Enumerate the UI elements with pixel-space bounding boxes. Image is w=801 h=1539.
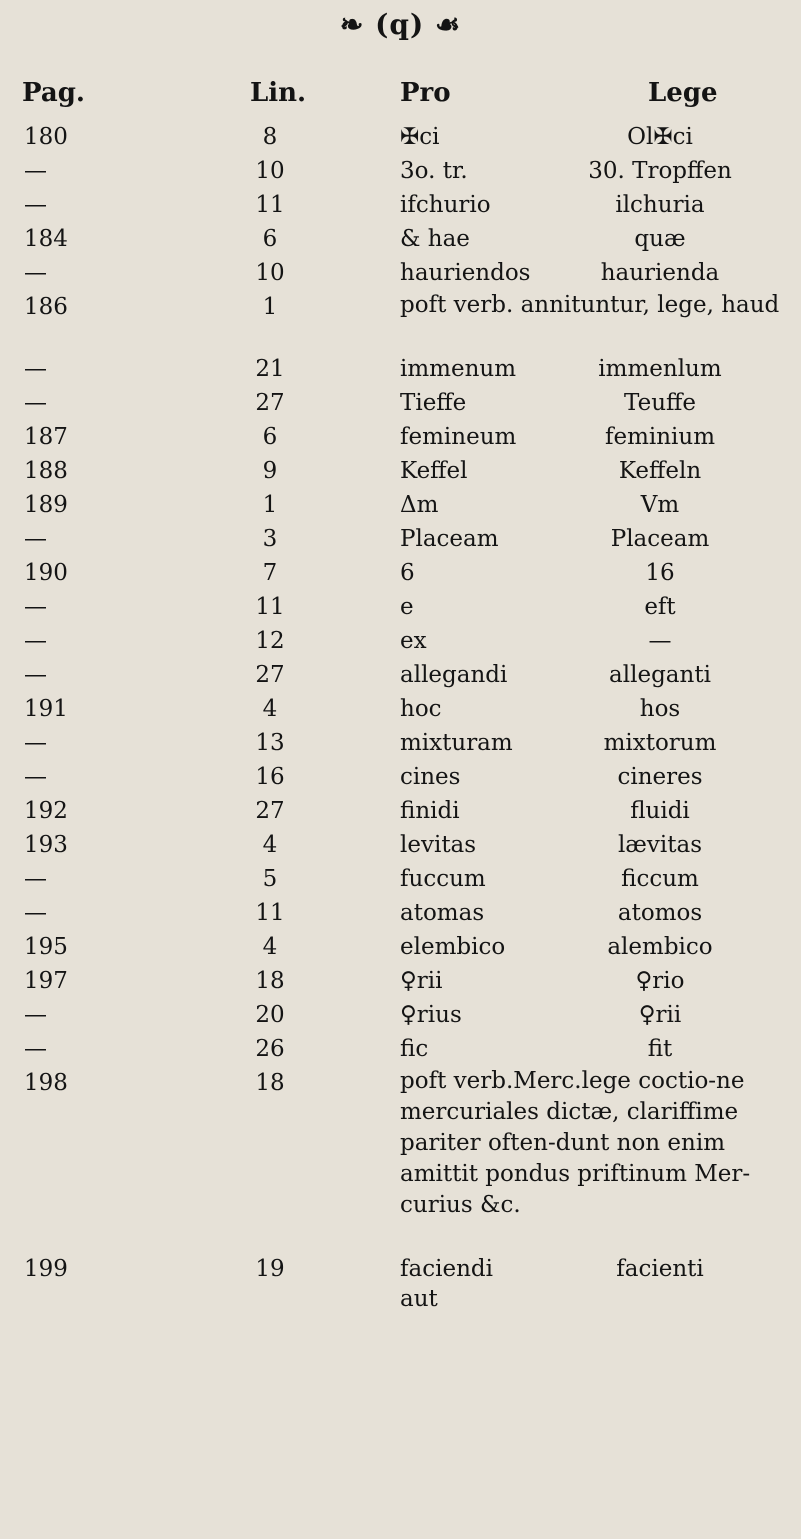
table-row bbox=[0, 154, 801, 188]
column-headers bbox=[0, 78, 801, 118]
table-row bbox=[0, 352, 801, 386]
cell-pag: 186 bbox=[24, 294, 68, 320]
cell-pag: — bbox=[24, 158, 47, 184]
cell-pag: — bbox=[24, 662, 47, 688]
cell-lin: 18 bbox=[255, 968, 285, 994]
cell-pag: — bbox=[24, 764, 47, 790]
cell-lege: Teuffe bbox=[624, 390, 696, 416]
table-row bbox=[0, 964, 801, 998]
column-header-pag: Pag. bbox=[22, 78, 85, 108]
table-row bbox=[0, 454, 801, 488]
cell-pag: — bbox=[24, 356, 47, 382]
cell-pag: 193 bbox=[24, 832, 68, 858]
cell-pro: levitas bbox=[400, 832, 477, 858]
cell-lin: 7 bbox=[262, 560, 278, 586]
cell-pag: — bbox=[24, 192, 47, 218]
cell-pag: 195 bbox=[24, 934, 68, 960]
cell-lege: Keffeln bbox=[618, 458, 702, 484]
cell-pag: — bbox=[24, 526, 47, 552]
cell-lin: 12 bbox=[255, 628, 285, 654]
cell-pag: 180 bbox=[24, 124, 68, 150]
table-row bbox=[0, 624, 801, 658]
cell-lege: Vm bbox=[640, 492, 680, 518]
table-row bbox=[0, 794, 801, 828]
table-row bbox=[0, 386, 801, 420]
cell-pro: cines bbox=[400, 764, 461, 790]
cell-pro: finidi bbox=[400, 798, 460, 824]
cell-lin: 20 bbox=[255, 1002, 285, 1028]
cell-lege: fit bbox=[647, 1036, 673, 1062]
cell-pro: ex bbox=[400, 628, 427, 654]
cell-pro: ifchurio bbox=[400, 192, 491, 218]
cell-pro: ✠ci bbox=[400, 124, 440, 150]
ornament-right-icon: ☙ bbox=[434, 8, 462, 41]
cell-lin: 27 bbox=[255, 390, 285, 416]
cell-lege: facienti bbox=[616, 1256, 704, 1282]
cell-pag: — bbox=[24, 900, 47, 926]
cell-pag: 190 bbox=[24, 560, 68, 586]
table-row bbox=[0, 692, 801, 726]
cell-lege: ficcum bbox=[621, 866, 699, 892]
cell-lin: 4 bbox=[262, 832, 278, 858]
table-row bbox=[0, 896, 801, 930]
cell-lin: 11 bbox=[255, 192, 285, 218]
cell-pag: — bbox=[24, 260, 47, 286]
cell-lin: 9 bbox=[262, 458, 278, 484]
cell-lege: haurienda bbox=[600, 260, 720, 286]
cell-note: poft verb. annituntur, lege, haud bbox=[400, 292, 780, 318]
cell-lin: 6 bbox=[262, 226, 278, 252]
cell-lin: 1 bbox=[262, 294, 278, 320]
cell-lin: 19 bbox=[255, 1256, 285, 1282]
table-row bbox=[0, 828, 801, 862]
cell-pro: ♀rius bbox=[400, 1002, 462, 1028]
column-header-pro: Pro bbox=[400, 78, 451, 108]
cell-lege: cineres bbox=[617, 764, 703, 790]
table-row bbox=[0, 590, 801, 624]
cell-pag: 189 bbox=[24, 492, 68, 518]
cell-pro-continued: aut bbox=[400, 1286, 438, 1312]
cell-note: poft verb.Merc.lege coctio-ne mercuriales dictæ, clariffime pariter often-dunt non enim amittit pondus priftinum Mer-curius &c. bbox=[400, 1068, 751, 1218]
cell-pag: — bbox=[24, 390, 47, 416]
cell-lege: ♀rii bbox=[638, 1002, 682, 1028]
cell-lege: feminium bbox=[604, 424, 716, 450]
cell-pro: Δm bbox=[400, 492, 439, 518]
cell-lege: atomos bbox=[617, 900, 703, 926]
cell-pag: — bbox=[24, 866, 47, 892]
table-row bbox=[0, 998, 801, 1032]
cell-lege: alembico bbox=[607, 934, 713, 960]
ornament-left-icon: ❧ bbox=[339, 8, 365, 41]
cell-pag: 192 bbox=[24, 798, 68, 824]
cell-lege: immenlum bbox=[598, 356, 722, 382]
table-row bbox=[0, 862, 801, 896]
table-row bbox=[0, 522, 801, 556]
table-row bbox=[0, 930, 801, 964]
cell-pro: Placeam bbox=[400, 526, 499, 552]
cell-pag: 199 bbox=[24, 1256, 68, 1282]
cell-lin: 11 bbox=[255, 594, 285, 620]
cell-lin: 27 bbox=[255, 662, 285, 688]
cell-pag: 187 bbox=[24, 424, 68, 450]
cell-pro: hauriendos bbox=[400, 260, 531, 286]
cell-pro: 6 bbox=[400, 560, 415, 586]
cell-lin: 5 bbox=[262, 866, 278, 892]
table-row bbox=[0, 420, 801, 454]
cell-lin: 16 bbox=[255, 764, 285, 790]
cell-lege: ♀rio bbox=[635, 968, 685, 994]
table-row bbox=[0, 256, 801, 290]
cell-pag: 191 bbox=[24, 696, 68, 722]
table-row bbox=[0, 1252, 801, 1314]
column-header-lege: Lege bbox=[648, 78, 718, 108]
cell-pag: — bbox=[24, 1002, 47, 1028]
cell-lege: — bbox=[648, 628, 672, 654]
cell-lege: quæ bbox=[634, 226, 686, 252]
cell-pro: immenum bbox=[400, 356, 517, 382]
cell-lege: ilchuria bbox=[615, 192, 705, 218]
table-row bbox=[0, 1032, 801, 1066]
errata-table bbox=[0, 120, 801, 1314]
cell-pag: — bbox=[24, 628, 47, 654]
table-row bbox=[0, 222, 801, 256]
cell-pro: e bbox=[400, 594, 414, 620]
cell-lin: 8 bbox=[262, 124, 278, 150]
cell-lin: 4 bbox=[262, 696, 278, 722]
cell-pro: & hae bbox=[400, 226, 470, 252]
cell-pro: 3o. tr. bbox=[400, 158, 468, 184]
cell-lin: 26 bbox=[255, 1036, 285, 1062]
cell-pro: Tieffe bbox=[400, 390, 467, 416]
cell-lin: 1 bbox=[262, 492, 278, 518]
cell-lin: 10 bbox=[255, 158, 285, 184]
cell-lin: 21 bbox=[255, 356, 285, 382]
table-row bbox=[0, 188, 801, 222]
cell-lege: lævitas bbox=[617, 832, 703, 858]
cell-pag: — bbox=[24, 730, 47, 756]
page-header bbox=[0, 8, 801, 41]
cell-lin: 18 bbox=[255, 1070, 285, 1096]
cell-lin: 3 bbox=[262, 526, 278, 552]
table-row bbox=[0, 120, 801, 154]
cell-lege: hos bbox=[639, 696, 681, 722]
cell-lin: 6 bbox=[262, 424, 278, 450]
cell-pag: 197 bbox=[24, 968, 68, 994]
cell-lege: alleganti bbox=[609, 662, 711, 688]
cell-pro: Keffel bbox=[400, 458, 468, 484]
cell-pro: faciendi bbox=[400, 1256, 493, 1282]
cell-lege: mixtorum bbox=[603, 730, 717, 756]
table-row bbox=[0, 726, 801, 760]
cell-pag: 184 bbox=[24, 226, 68, 252]
column-header-lin: Lin. bbox=[250, 78, 307, 108]
cell-pro: atomas bbox=[400, 900, 485, 926]
table-row bbox=[0, 760, 801, 794]
table-row bbox=[0, 658, 801, 692]
cell-lin: 27 bbox=[255, 798, 285, 824]
cell-lin: 10 bbox=[255, 260, 285, 286]
cell-pag: 198 bbox=[24, 1070, 68, 1096]
table-row bbox=[0, 1066, 801, 1252]
cell-lege: fluidi bbox=[630, 798, 690, 824]
cell-pro: femineum bbox=[400, 424, 517, 450]
cell-pro: ♀rii bbox=[400, 968, 443, 994]
cell-pro: mixturam bbox=[400, 730, 513, 756]
cell-pag: — bbox=[24, 1036, 47, 1062]
cell-lege: 30. Tropffen bbox=[588, 158, 732, 184]
cell-lin: 4 bbox=[262, 934, 278, 960]
table-row bbox=[0, 556, 801, 590]
cell-lin: 11 bbox=[255, 900, 285, 926]
cell-pag: — bbox=[24, 594, 47, 620]
cell-lege: Ol✠ci bbox=[627, 124, 693, 150]
cell-pro: elembico bbox=[400, 934, 506, 960]
cell-pro: allegandi bbox=[400, 662, 508, 688]
cell-pro: fuccum bbox=[400, 866, 486, 892]
cell-lin: 13 bbox=[255, 730, 285, 756]
page-signature: (q) bbox=[375, 8, 425, 41]
cell-pro: hoc bbox=[400, 696, 442, 722]
cell-lege: eft bbox=[644, 594, 676, 620]
cell-pro: fic bbox=[400, 1036, 429, 1062]
cell-lege: 16 bbox=[645, 560, 675, 586]
table-row bbox=[0, 488, 801, 522]
cell-pag: 188 bbox=[24, 458, 68, 484]
table-row bbox=[0, 290, 801, 352]
cell-lege: Placeam bbox=[610, 526, 710, 552]
